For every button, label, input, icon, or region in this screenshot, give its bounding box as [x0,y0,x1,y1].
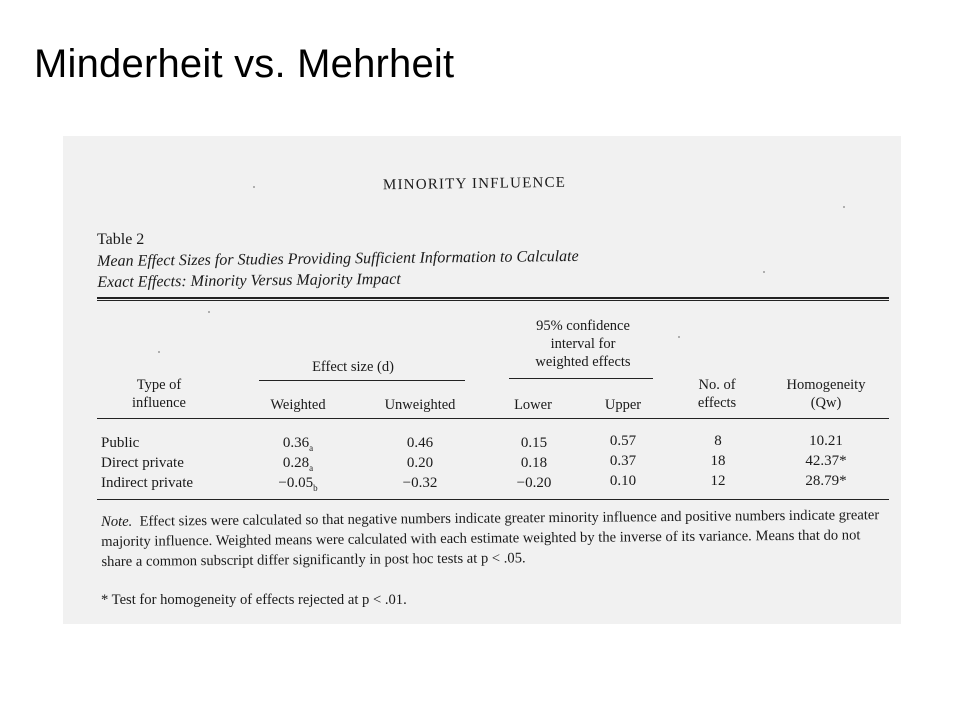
homogeneity-cell: 10.21 [809,433,843,449]
effect-size-group-rule [259,380,465,381]
unweighted-cell: 0.20 [406,455,434,471]
weighted-cell [263,435,333,453]
homogeneity-cell: 42.37* [805,453,847,469]
n-effects-cell: 12 [710,473,726,489]
scanned-table-image [63,136,901,624]
ci-header-line: 95% confidence [536,318,630,334]
weighted-value: −0.05 [278,475,314,491]
unweighted-header: Unweighted [384,397,456,413]
n-effects-cell: 8 [714,433,722,449]
type-header [111,376,207,412]
weighted-subscript: a [309,463,314,473]
type-header-line: influence [132,395,186,411]
upper-cell: 0.10 [609,473,637,489]
lower-cell: 0.18 [520,455,548,471]
top-rule [97,300,889,301]
caption-line: Mean Effect Sizes for Studies Providing Sufficient Information to Calculate [97,247,579,270]
upper-cell: 0.57 [609,433,637,449]
note-text: Effect sizes were calculated so that negative numbers indicate greater minority influence and positive numbers indicate greater majority influence. Weighted means were calculated with each estimate weighted by the inverse of its variance. Means that do not share a common subscript differ significantly in post hoc tests at p < .05. [101,507,880,570]
table-bottom-rule [97,499,889,500]
n-effects-cell: 18 [710,453,726,469]
ci-header [513,317,653,371]
homogeneity-header-line: Homogeneity [786,377,866,393]
type-cell: Public [101,435,140,451]
type-cell: Direct private [101,455,184,471]
n-effects-header-line: effects [697,395,737,411]
scan-speck [158,351,160,353]
upper-cell: 0.37 [609,453,637,469]
scan-speck [253,186,255,188]
n-effects-header-line: No. of [698,377,736,393]
table-note [101,505,891,572]
table-label: Table 2 [97,231,145,248]
weighted-subscript: a [309,443,314,453]
weighted-subscript: b [313,483,318,493]
homogeneity-header [771,376,881,412]
table-footnote: * Test for homogeneity of effects rejected at p < .01. [101,592,407,608]
scan-speck [678,336,680,338]
header-bottom-rule [97,418,889,419]
upper-header: Upper [604,397,642,413]
note-label: Note. [101,513,133,530]
running-head: MINORITY INFLUENCE [382,174,567,194]
slide-title: Minderheit vs. Mehrheit [34,42,455,86]
lower-cell: 0.15 [520,435,548,451]
lower-cell: −0.20 [516,475,552,491]
scan-speck [763,271,765,273]
weighted-value: 0.36 [282,435,310,451]
type-cell: Indirect private [101,475,194,491]
n-effects-header [679,376,755,412]
table-caption [97,246,579,293]
homogeneity-header-line: (Qw) [810,395,842,411]
ci-header-line: interval for [550,336,616,352]
weighted-cell [263,475,333,493]
homogeneity-cell: 28.79* [805,473,847,489]
caption-line: Exact Effects: Minority Versus Majority Impact [97,270,401,291]
type-header-line: Type of [136,377,182,393]
weighted-header: Weighted [270,397,326,413]
weighted-cell [263,455,333,473]
unweighted-cell: −0.32 [402,475,438,491]
lower-header: Lower [514,397,552,413]
weighted-value: 0.28 [282,455,310,471]
ci-group-rule [509,378,653,379]
unweighted-cell: 0.46 [406,435,434,451]
top-rule [97,297,889,299]
ci-header-line: weighted effects [535,354,631,370]
effect-size-group-header: Effect size (d) [312,359,394,375]
scan-speck [843,206,845,208]
scan-speck [208,311,210,313]
